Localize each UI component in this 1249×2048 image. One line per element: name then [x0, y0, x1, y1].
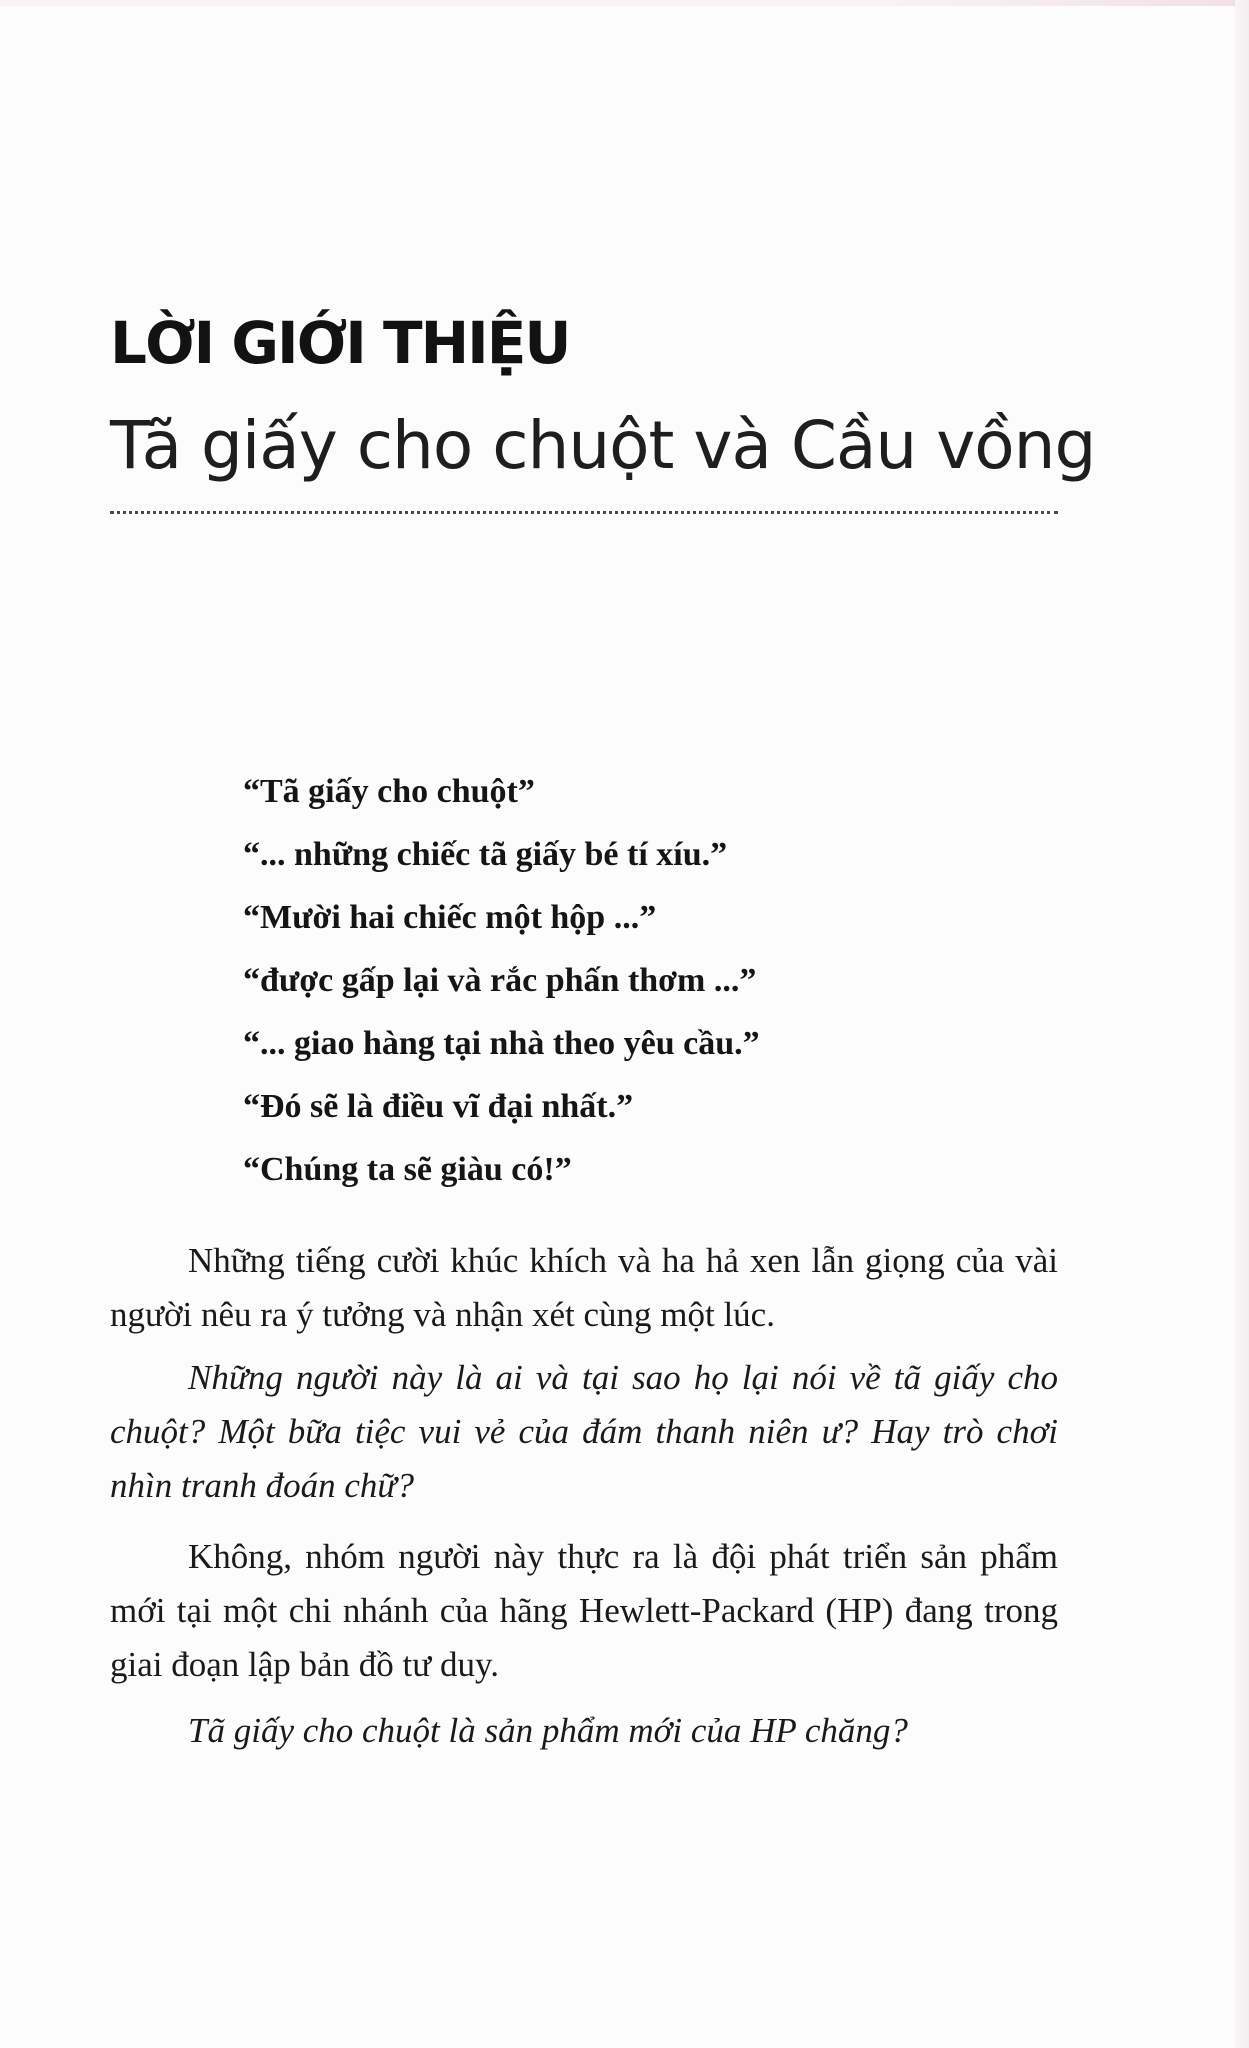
- chapter-heading: LỜI GIỚI THIỆU: [110, 309, 570, 377]
- body-paragraph: Những tiếng cười khúc khích và ha hả xen lẫn giọng của vài người nêu ra ý tưởng và nhận xét cùng một lúc.: [110, 1241, 1058, 1334]
- quote-line: “Chúng ta sẽ giàu có!”: [243, 1151, 572, 1188]
- title-divider: [110, 511, 1058, 514]
- quote-line: “Mười hai chiếc một hộp ...”: [243, 899, 657, 936]
- body-paragraph: Không, nhóm người này thực ra là đội phát triển sản phẩm mới tại một chi nhánh của hãng Hewlett-Packard (HP) đang trong giai đoạn lập bản đồ tư duy.: [110, 1537, 1058, 1684]
- body-paragraph-italic: Tã giấy cho chuột là sản phẩm mới của HP chăng?: [188, 1711, 908, 1750]
- quote-line: “được gấp lại và rắc phấn thơm ...”: [243, 962, 757, 999]
- body-paragraph-italic: Những người này là ai và tại sao họ lại nói về tã giấy cho chuột? Một bữa tiệc vui vẻ của đám thanh niên ư? Hay trò chơi nhìn tranh đoán chữ?: [110, 1358, 1058, 1505]
- quote-line: “... những chiếc tã giấy bé tí xíu.”: [243, 836, 728, 873]
- page-right-edge: [1235, 0, 1249, 2048]
- chapter-subtitle: Tã giấy cho chuột và Cầu vồng: [110, 407, 1096, 484]
- page-top-edge: [0, 0, 1249, 6]
- quote-line: “Tã giấy cho chuột”: [243, 773, 535, 810]
- quote-line: “Đó sẽ là điều vĩ đại nhất.”: [243, 1088, 634, 1125]
- quote-block: [243, 760, 760, 1201]
- quote-line: “... giao hàng tại nhà theo yêu cầu.”: [243, 1025, 760, 1062]
